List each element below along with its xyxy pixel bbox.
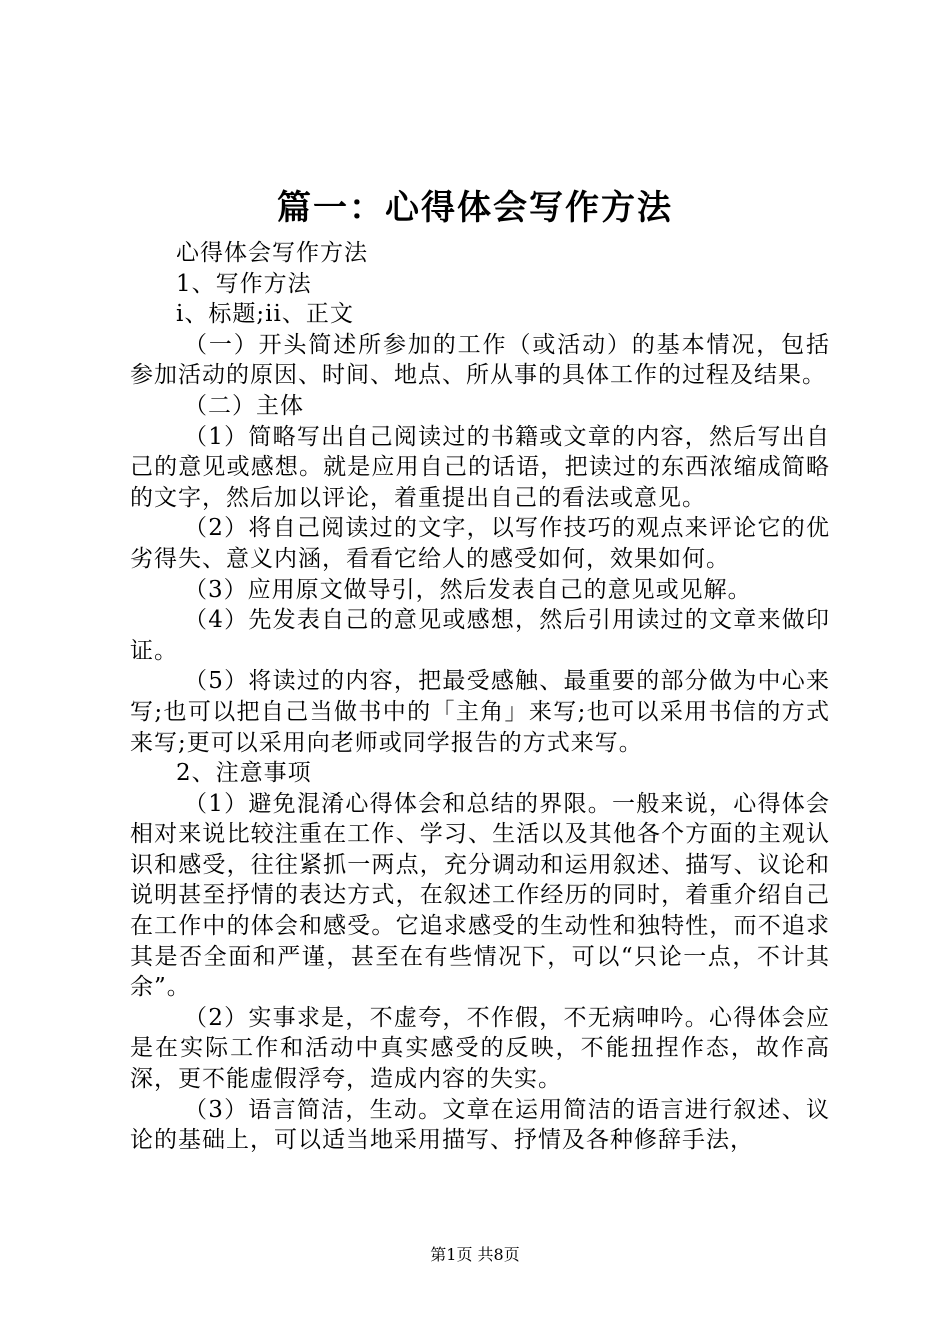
paragraph-heading: 心得体会写作方法 — [176, 240, 368, 266]
paragraph-main-body-heading: （二）主体 — [184, 392, 304, 419]
paragraph-item-1: （1）简略写出自己阅读过的书籍或文章的内容，然后写出自己的意见或感想。就是应用自己的话语，把读过的东西浓缩成简略的文字，然后加以评论，着重提出自己的看法或意见。 — [130, 423, 830, 511]
paragraph-item-2: （2）将自己阅读过的文字，以写作技巧的观点来评论它的优劣得失、意义内涵，看看它给人的感受如何，效果如何。 — [130, 515, 830, 572]
paragraph-item-5: （5）将读过的内容，把最受感触、最重要的部分做为中心来写;也可以把自己当做书中的「主角」来写;也可以采用书信的方式来写;更可以采用向老师或同学报告的方式来写。 — [130, 668, 830, 756]
paragraph-note-3: （3）语言简洁，生动。文章在运用简洁的语言进行叙述、议论的基础上，可以适当地采用描写、抒情及各种修辞手法， — [130, 1096, 830, 1154]
paragraph-note-1: （1）避免混淆心得体会和总结的界限。一般来说，心得体会相对来说比较注重在工作、学习、生活以及其他各个方面的主观认识和感受，往往紧抓一两点，充分调动和运用叙述、描写、议论和说明甚至抒情的表达方式，在叙述工作经历的同时，着重介绍自己在工作中的体会和感受。它追求感受的生动性和独特性，而不追求其是否全面和严谨，甚至在有些情况下，可以“只论一点，不计其余”。 — [130, 790, 830, 1001]
document-body — [130, 238, 830, 1156]
paragraph-note-2: （2）实事求是，不虚夸，不作假，不无病呻吟。心得体会应是在实际工作和活动中真实感受的反映，不能扭捏作态，故作高深，更不能虚假浮夸，造成内容的失实。 — [130, 1004, 830, 1093]
paragraph-item-3: （3）应用原文做导引，然后发表自己的意见或见解。 — [184, 576, 752, 603]
paragraph-item-4: （4）先发表自己的意见或感想，然后引用读过的文章来做印证。 — [130, 607, 830, 664]
paragraph-structure: i、标题;ii、正文 — [176, 301, 354, 328]
section-heading-notes: 2、注意事项 — [176, 760, 312, 787]
section-heading-methods: 1、写作方法 — [176, 270, 312, 297]
document-title: 篇一：心得体会写作方法 — [277, 188, 673, 228]
paragraph-opening: （一）开头简述所参加的工作（或活动）的基本情况，包括参加活动的原因、时间、地点、所从事的具体工作的过程及结果。 — [130, 331, 830, 389]
page-number-footer: 第1页 共8页 — [430, 1245, 520, 1264]
